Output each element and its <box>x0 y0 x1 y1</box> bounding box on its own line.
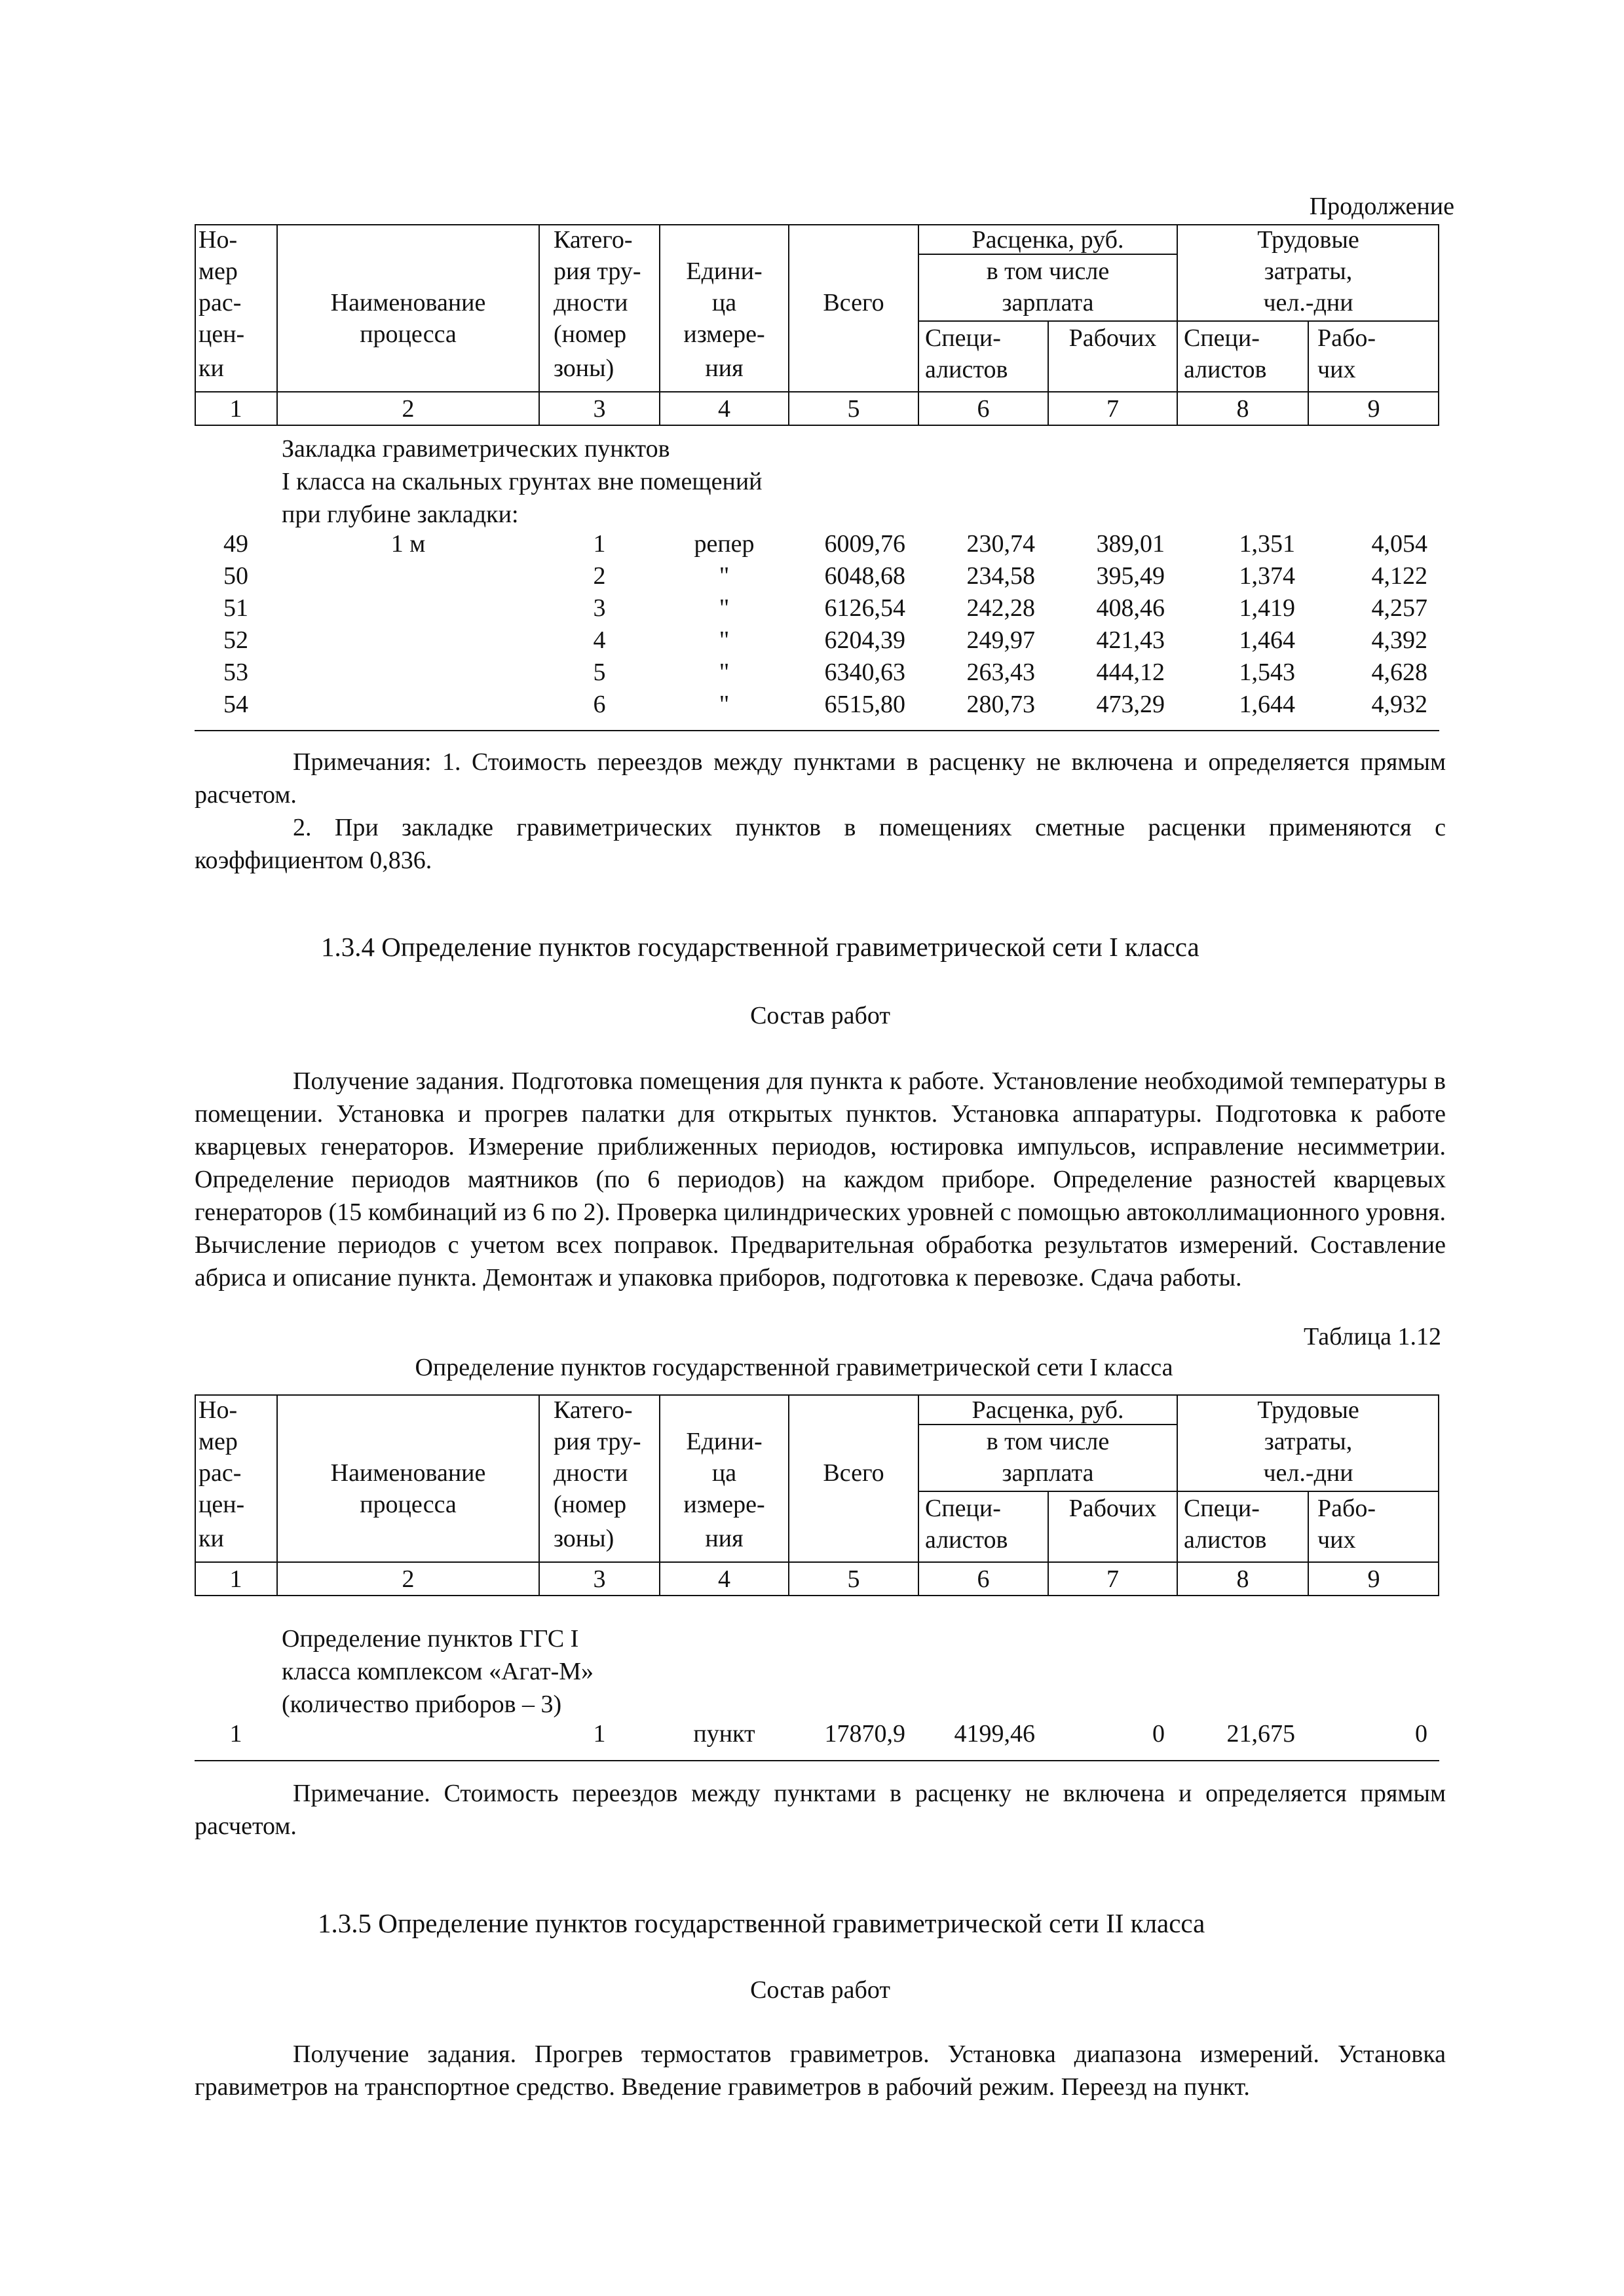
header-cell: Наименование <box>330 289 486 316</box>
cell-lspec: 21,675 <box>1226 1720 1295 1748</box>
section-135-subheading: Состав работ <box>750 1976 890 2004</box>
cell-work: 0 <box>1152 1720 1165 1748</box>
header-cell: Катего- <box>554 1396 633 1424</box>
header-cell: измере- <box>683 320 765 348</box>
table-label: Таблица 1.12 <box>1303 1323 1441 1350</box>
cell-work: 421,43 <box>1096 626 1165 654</box>
header-cell: затраты, <box>1264 258 1353 285</box>
header-cell: рас- <box>198 289 242 316</box>
cell-work: 408,46 <box>1096 594 1165 622</box>
header-cell: алистов <box>925 356 1008 383</box>
column-number: 5 <box>847 395 860 423</box>
column-number: 1 <box>229 1565 242 1593</box>
header-cell: рас- <box>198 1459 242 1487</box>
column-number: 8 <box>1236 1565 1249 1593</box>
cell-lspec: 1,419 <box>1239 594 1295 622</box>
header-cell: зарплата <box>1002 1459 1094 1487</box>
cell-spec: 4199,46 <box>954 1720 1035 1748</box>
table1-group-title: Закладка гравиметрических пунктов I класса на скальных грунтах вне помещений при глубине закладки: <box>282 435 763 528</box>
column-number: 2 <box>402 395 415 423</box>
header-cell: рия тру- <box>554 1428 641 1455</box>
header-cell: цен- <box>198 1491 245 1518</box>
header-cell: алистов <box>1184 1526 1267 1554</box>
header-cell: зарплата <box>1002 289 1094 316</box>
table2-header-text <box>195 1394 1439 1596</box>
cell-lspec: 1,351 <box>1239 530 1295 558</box>
header-cell: Специ- <box>925 1495 1001 1522</box>
note1-line2: 2. При закладке гравиметрических пунктов в помещениях сметные расценки применяются с коэффициентом 0,836. <box>195 814 1446 874</box>
header-cell: измере- <box>683 1491 765 1518</box>
header-cell: алистов <box>1184 356 1267 383</box>
header-cell: дности <box>554 289 628 316</box>
header-cell: в том числе <box>986 1428 1110 1455</box>
column-number: 9 <box>1367 395 1380 423</box>
cell-cat: 2 <box>593 562 606 590</box>
cell-unit: " <box>719 691 730 718</box>
header-cell: Всего <box>823 1459 884 1487</box>
header-cell: зоны) <box>554 354 614 382</box>
header-cell: ки <box>198 354 224 382</box>
header-cell: в том числе <box>986 258 1110 285</box>
table-title: Определение пунктов государственной гравиметрической сети I класса <box>415 1354 1173 1381</box>
cell-lwork: 4,932 <box>1371 691 1427 718</box>
header-cell: рия тру- <box>554 258 641 285</box>
header-cell: Трудовые <box>1257 226 1359 254</box>
cell-work: 444,12 <box>1096 659 1165 686</box>
cell-lwork: 4,257 <box>1371 594 1427 622</box>
header-cell: Рабо- <box>1317 324 1376 352</box>
header-cell: ца <box>711 1459 737 1487</box>
section-135-heading: 1.3.5 Определение пунктов государственной гравиметрической сети II класса <box>318 1908 1205 1938</box>
header-cell: Но- <box>198 1396 238 1424</box>
header-cell: чих <box>1317 356 1356 383</box>
notes1 <box>195 746 1446 877</box>
header-cell: Специ- <box>925 324 1001 352</box>
header-cell: ки <box>198 1525 224 1552</box>
header-cell: ца <box>711 289 737 316</box>
header-cell: мер <box>198 258 238 285</box>
header-cell: Едини- <box>686 258 763 285</box>
column-number: 7 <box>1106 395 1119 423</box>
header-cell: Всего <box>823 289 884 316</box>
cell-unit: пункт <box>693 1720 755 1748</box>
note1-line1: Примечания: 1. Стоимость переездов между пунктами в расценку не включена и определяется прямым расчетом. <box>195 748 1446 809</box>
cell-spec: 263,43 <box>966 659 1035 686</box>
cell-num: 53 <box>223 659 248 686</box>
cell-num: 49 <box>223 530 248 558</box>
header-cell: ния <box>705 354 744 382</box>
cell-work: 389,01 <box>1096 530 1165 558</box>
cell-cat: 1 <box>593 1720 606 1748</box>
cell-total: 6048,68 <box>824 562 905 590</box>
column-number: 4 <box>718 395 730 423</box>
note2-line1: Примечание. Стоимость переездов между пунктами в расценку не включена и определяется прямым расчетом. <box>195 1780 1446 1840</box>
cell-spec: 249,97 <box>966 626 1035 654</box>
header-cell: мер <box>198 1428 238 1455</box>
header-cell: Рабочих <box>1068 324 1157 352</box>
header-cell: алистов <box>925 1526 1008 1554</box>
cell-lwork: 4,392 <box>1371 626 1427 654</box>
header-cell: чел.-дни <box>1263 289 1353 316</box>
cell-unit: репер <box>694 530 755 558</box>
column-number: 9 <box>1367 1565 1380 1593</box>
continuation-label: Продолжение <box>1309 193 1454 220</box>
cell-spec: 230,74 <box>966 530 1035 558</box>
column-number: 2 <box>402 1565 415 1593</box>
cell-work: 473,29 <box>1096 691 1165 718</box>
column-number: 3 <box>593 1565 606 1593</box>
cell-total: 17870,9 <box>824 1720 905 1748</box>
cell-lwork: 4,122 <box>1371 562 1427 590</box>
header-cell: цен- <box>198 320 245 348</box>
header-cell: Но- <box>198 226 238 254</box>
header-cell: Рабочих <box>1068 1495 1157 1522</box>
cell-num: 1 <box>229 1720 242 1748</box>
cell-num: 51 <box>223 594 248 622</box>
cell-lwork: 0 <box>1415 1720 1427 1748</box>
header-cell: Трудовые <box>1257 1396 1359 1424</box>
header-cell: Расценка, руб. <box>972 1396 1124 1424</box>
header-cell: (номер <box>554 1491 627 1518</box>
cell-total: 6204,39 <box>824 626 905 654</box>
section-135-text: Получение задания. Прогрев термостатов гравиметров. Установка диапазона измерений. Установка гравиметров на транспортное средство. Введение гравиметров в рабочий режим. Переезд на пункт. <box>195 2040 1446 2101</box>
table-row <box>195 657 1439 688</box>
notes2 <box>195 1777 1446 1843</box>
header-cell: процесса <box>360 1491 457 1518</box>
table-row <box>195 528 1439 560</box>
header-cell: чел.-дни <box>1263 1459 1353 1487</box>
table-row <box>195 689 1439 720</box>
cell-lwork: 4,628 <box>1371 659 1427 686</box>
cell-work: 395,49 <box>1096 562 1165 590</box>
table-row <box>195 592 1439 624</box>
column-number: 1 <box>229 395 242 423</box>
cell-total: 6126,54 <box>824 594 905 622</box>
header-cell: Специ- <box>1184 324 1260 352</box>
cell-num: 52 <box>223 626 248 654</box>
header-cell: Наименование <box>330 1459 486 1487</box>
column-number: 4 <box>718 1565 730 1593</box>
cell-cat: 3 <box>593 594 606 622</box>
header-cell: Расценка, руб. <box>972 226 1124 254</box>
cell-total: 6340,63 <box>824 659 905 686</box>
cell-total: 6009,76 <box>824 530 905 558</box>
cell-spec: 242,28 <box>966 594 1035 622</box>
table2-bottom-rule <box>195 1760 1439 1761</box>
table1-header-text <box>195 224 1439 426</box>
header-cell: процесса <box>360 320 457 348</box>
cell-cat: 4 <box>593 626 606 654</box>
cell-cat: 1 <box>593 530 606 558</box>
table-row <box>195 560 1439 592</box>
table-row <box>195 1718 1439 1750</box>
cell-unit: " <box>719 562 730 590</box>
cell-lspec: 1,374 <box>1239 562 1295 590</box>
section-134-text: Получение задания. Подготовка помещения для пункта к работе. Установление необходимой температуры в помещении. Установка и прогрев палатки для открытых пунктов. Установка аппаратуры. Подготовка к работе кварцевых генераторов. Измерение приближенных периодов, юстировка импульсов, исправление несимметрии. Определение периодов маятников (по 6 периодов) на каждом приборе. Определение разностей кварцевых генераторов (15 комбинаций из 6 по 2). Проверка цилиндрических уровней с помощью автоколлимационного уровня. Вычисление периодов с учетом всех поправок. Предварительная обработка результатов измерений. Составление абриса и описание пункта. Демонтаж и упаковка приборов, подготовка к перевозке. Сдача работы. <box>195 1067 1446 1292</box>
cell-spec: 234,58 <box>966 562 1035 590</box>
column-number: 5 <box>847 1565 860 1593</box>
header-cell: (номер <box>554 320 627 348</box>
table-row <box>195 624 1439 656</box>
cell-lspec: 1,464 <box>1239 626 1295 654</box>
column-number: 6 <box>977 395 990 423</box>
header-cell: Катего- <box>554 226 633 254</box>
cell-spec: 280,73 <box>966 691 1035 718</box>
cell-unit: " <box>719 626 730 654</box>
cell-unit: " <box>719 594 730 622</box>
column-number: 8 <box>1236 395 1249 423</box>
table1-bottom-rule <box>195 730 1439 731</box>
cell-num: 54 <box>223 691 248 718</box>
header-cell: Едини- <box>686 1428 763 1455</box>
section-134-heading: 1.3.4 Определение пунктов государственной гравиметрической сети I класса <box>321 932 1199 962</box>
column-number: 3 <box>593 395 606 423</box>
cell-lspec: 1,644 <box>1239 691 1295 718</box>
cell-lwork: 4,054 <box>1371 530 1427 558</box>
header-cell: Специ- <box>1184 1495 1260 1522</box>
table2-group-title: Определение пунктов ГГС I класса комплексом «Агат-М» (количество приборов – 3) <box>282 1625 594 1718</box>
header-cell: чих <box>1317 1526 1356 1554</box>
cell-cat: 6 <box>593 691 606 718</box>
column-number: 7 <box>1106 1565 1119 1593</box>
cell-cat: 5 <box>593 659 606 686</box>
header-cell: ния <box>705 1525 744 1552</box>
cell-num: 50 <box>223 562 248 590</box>
header-cell: затраты, <box>1264 1428 1353 1455</box>
header-cell: Рабо- <box>1317 1495 1376 1522</box>
header-cell: зоны) <box>554 1525 614 1552</box>
section-134-subheading: Состав работ <box>750 1002 890 1029</box>
header-cell: дности <box>554 1459 628 1487</box>
column-number: 6 <box>977 1565 990 1593</box>
cell-unit: " <box>719 659 730 686</box>
cell-lspec: 1,543 <box>1239 659 1295 686</box>
cell-name: 1 м <box>390 530 426 558</box>
cell-total: 6515,80 <box>824 691 905 718</box>
